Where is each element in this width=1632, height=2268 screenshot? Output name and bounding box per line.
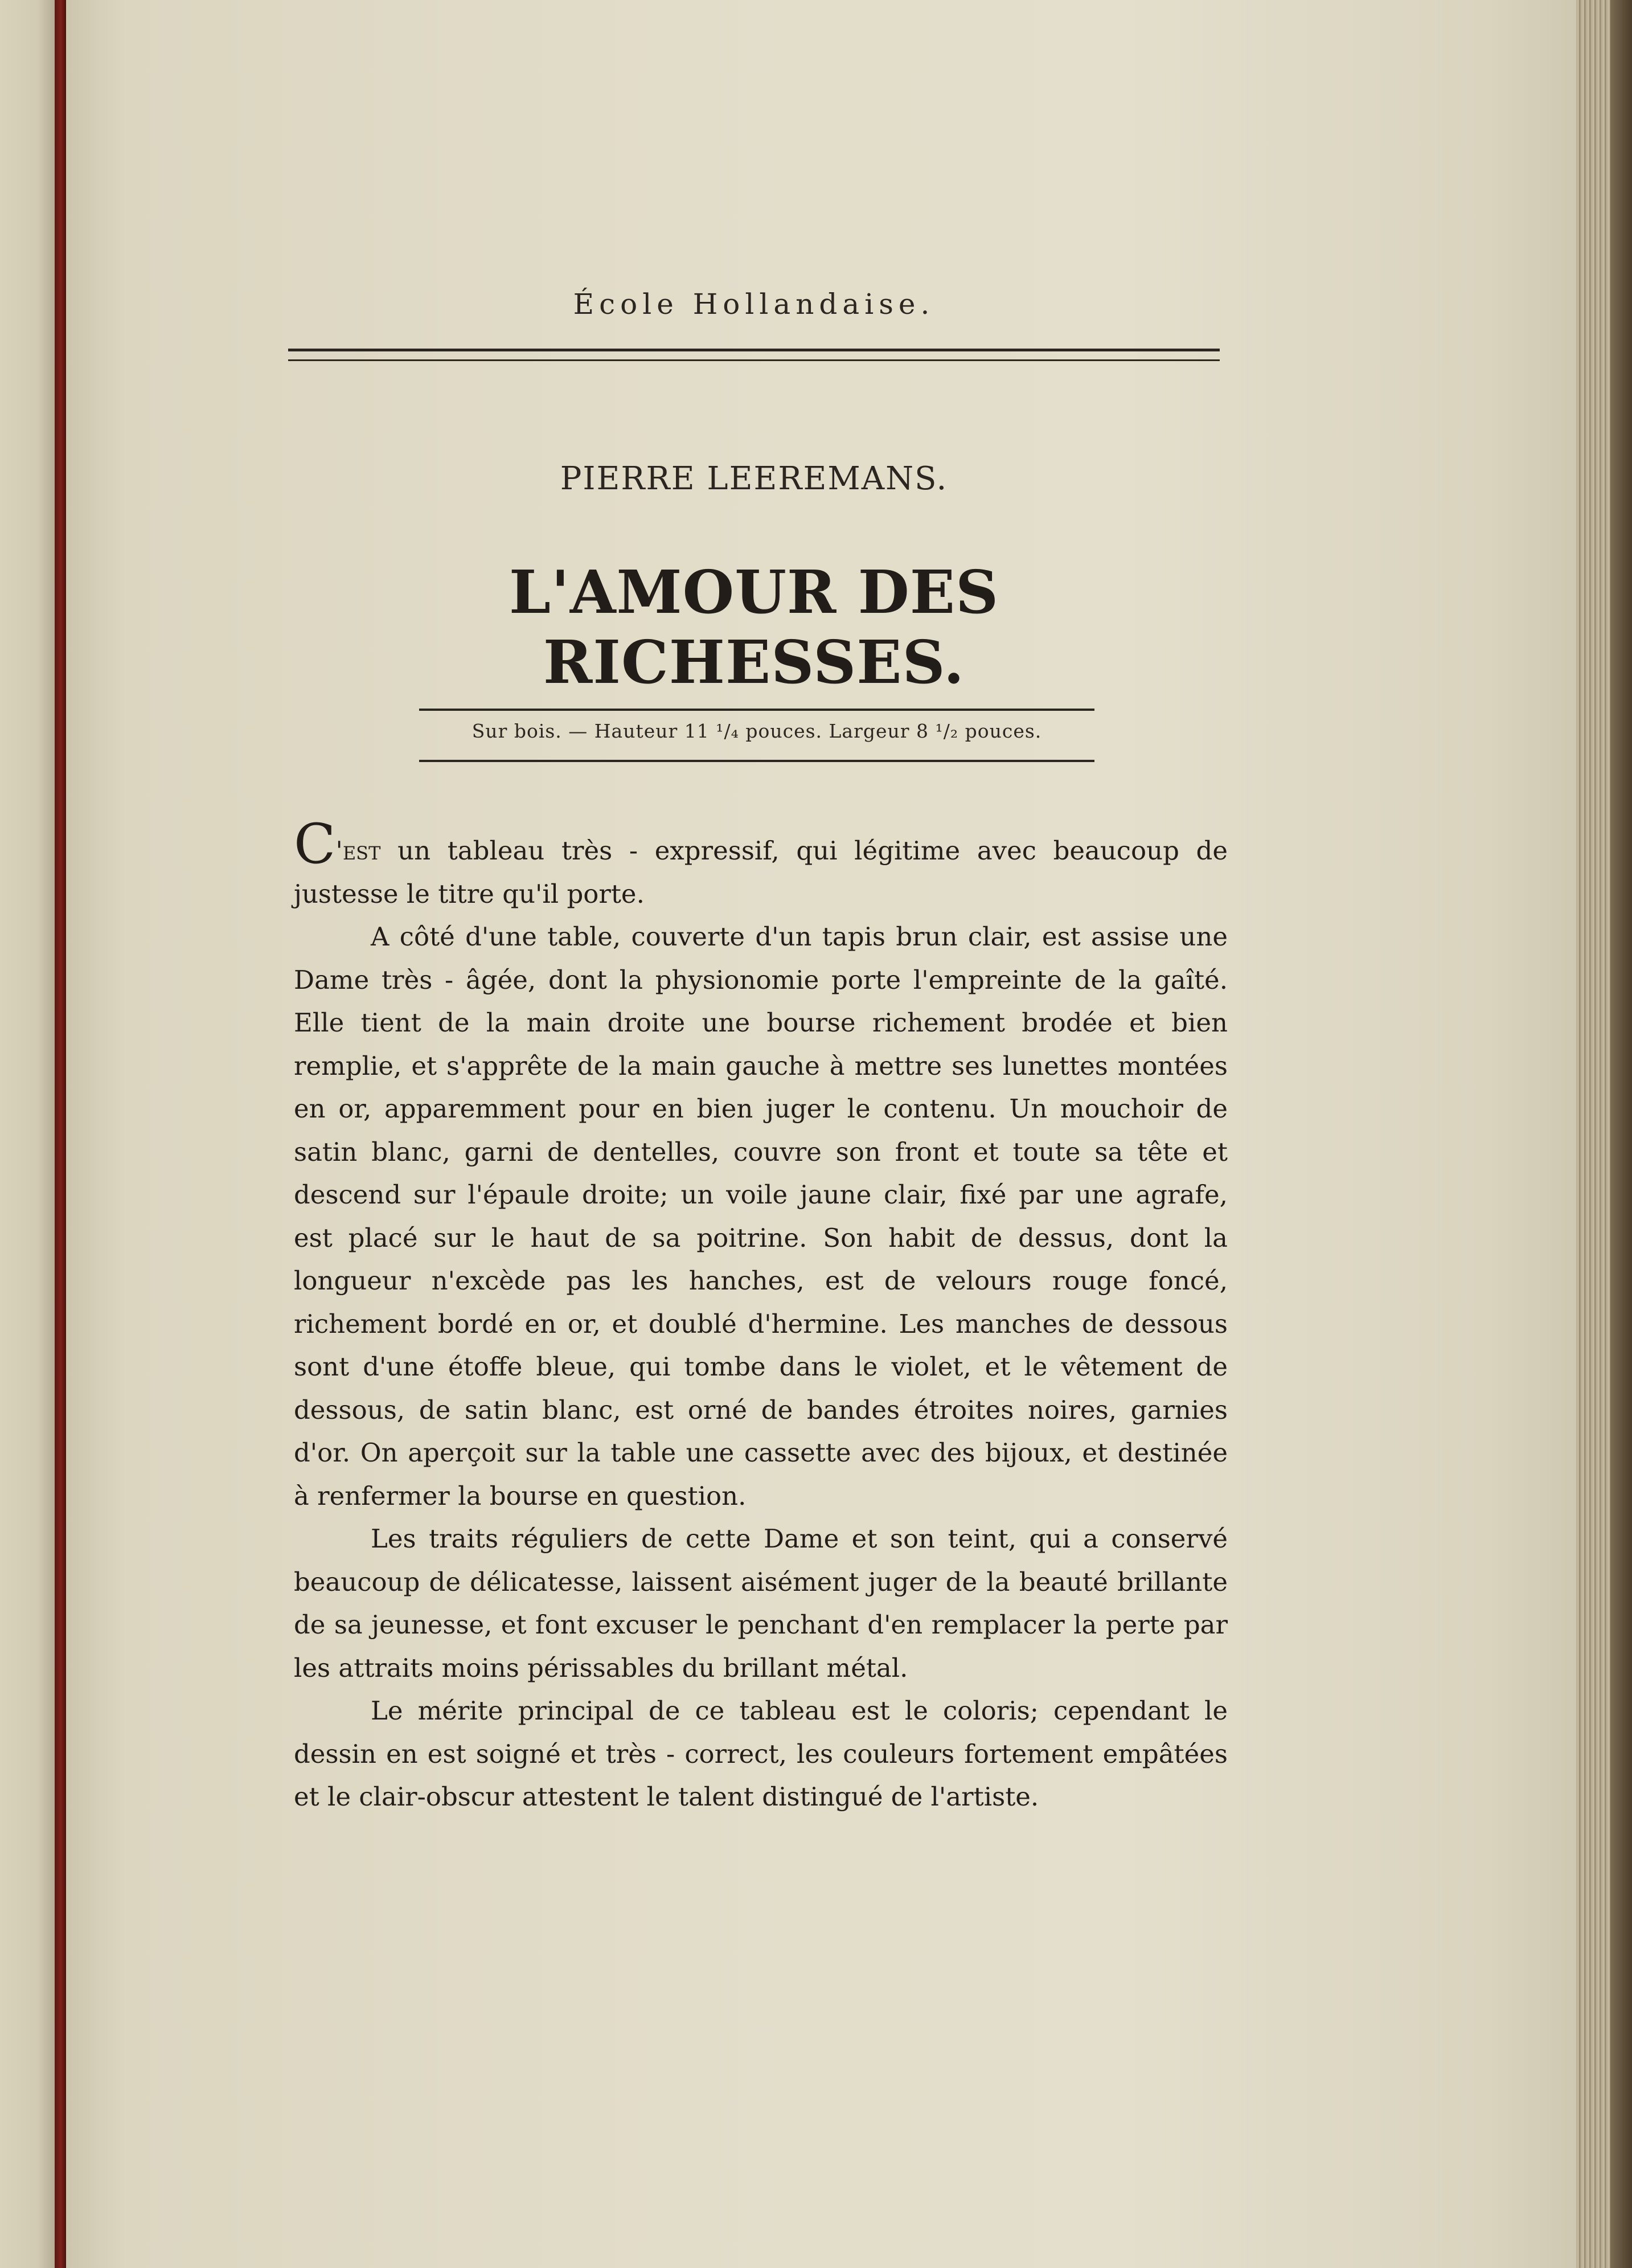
page-stack-edges [1576,0,1632,2268]
paragraph-4: Le mérite principal de ce tableau est le coloris; cependant le dessin en est soigné et très - correct, les couleurs fortement empâtées et le clair-obscur attestent le talent distingué de l'artiste. [294,1696,1228,1812]
running-header: École Hollandaise. [573,288,935,321]
body-text [294,812,1228,1819]
artwork-dimensions: Sur bois. — Hauteur 11 ¹/₄ pouces. Largeur 8 ¹/₂ pouces. [471,720,1042,742]
header-double-rule [288,349,1220,361]
drop-cap: C [294,812,336,876]
first-word-rest: 'est [335,836,381,866]
artwork-title: L'AMOUR DES RICHESSES. [509,557,999,697]
paragraph-1 [294,812,1228,915]
book-binding [55,0,67,2268]
paragraph-1-text: un tableau très - expressif, qui légitime avec beaucoup de justesse le titre qu'il porte. [294,836,1228,909]
artist-name: PIERRE LEEREMANS. [560,460,948,497]
facing-page-edge [0,0,63,2268]
paragraph-3: Les traits réguliers de cette Dame et son teint, qui a conservé beaucoup de délicatesse, laissent aisément juger de la beauté brillante de sa jeunesse, et font excuser le penchant d'en remplacer la perte par les attraits moins périssables du brillant métal. [294,1524,1228,1683]
dimensions-rule-bottom [419,760,1094,762]
dimensions-rule-top [419,709,1094,711]
paragraph-2: A côté d'une table, couverte d'un tapis brun clair, est assise une Dame très - âgée, dont la physionomie porte l'empreinte de la gaîté. Elle tient de la main droite une bourse richement brodée et bien remplie, et s'apprête de la main gauche à mettre ses lunettes montées en or, apparemment pour en bien juger le contenu. Un mouchoir de satin blanc, garni de dentelles, couvre son front et toute sa tête et descend sur l'épaule droite; un voile jaune clair, fixé par une agrafe, est placé sur le haut de sa poitrine. Son habit de dessus, dont la longueur n'excède pas les hanches, est de velours rouge foncé, richement bordé en or, et doublé d'hermine. Les manches de dessous sont d'une étoffe bleue, qui tombe dans le violet, et le vêtement de dessous, de satin blanc, est orné de bandes étroites noires, garnies d'or. On aperçoit sur la table une cassette avec des bijoux, et destinée à renfermer la bourse en question. [294,922,1228,1511]
